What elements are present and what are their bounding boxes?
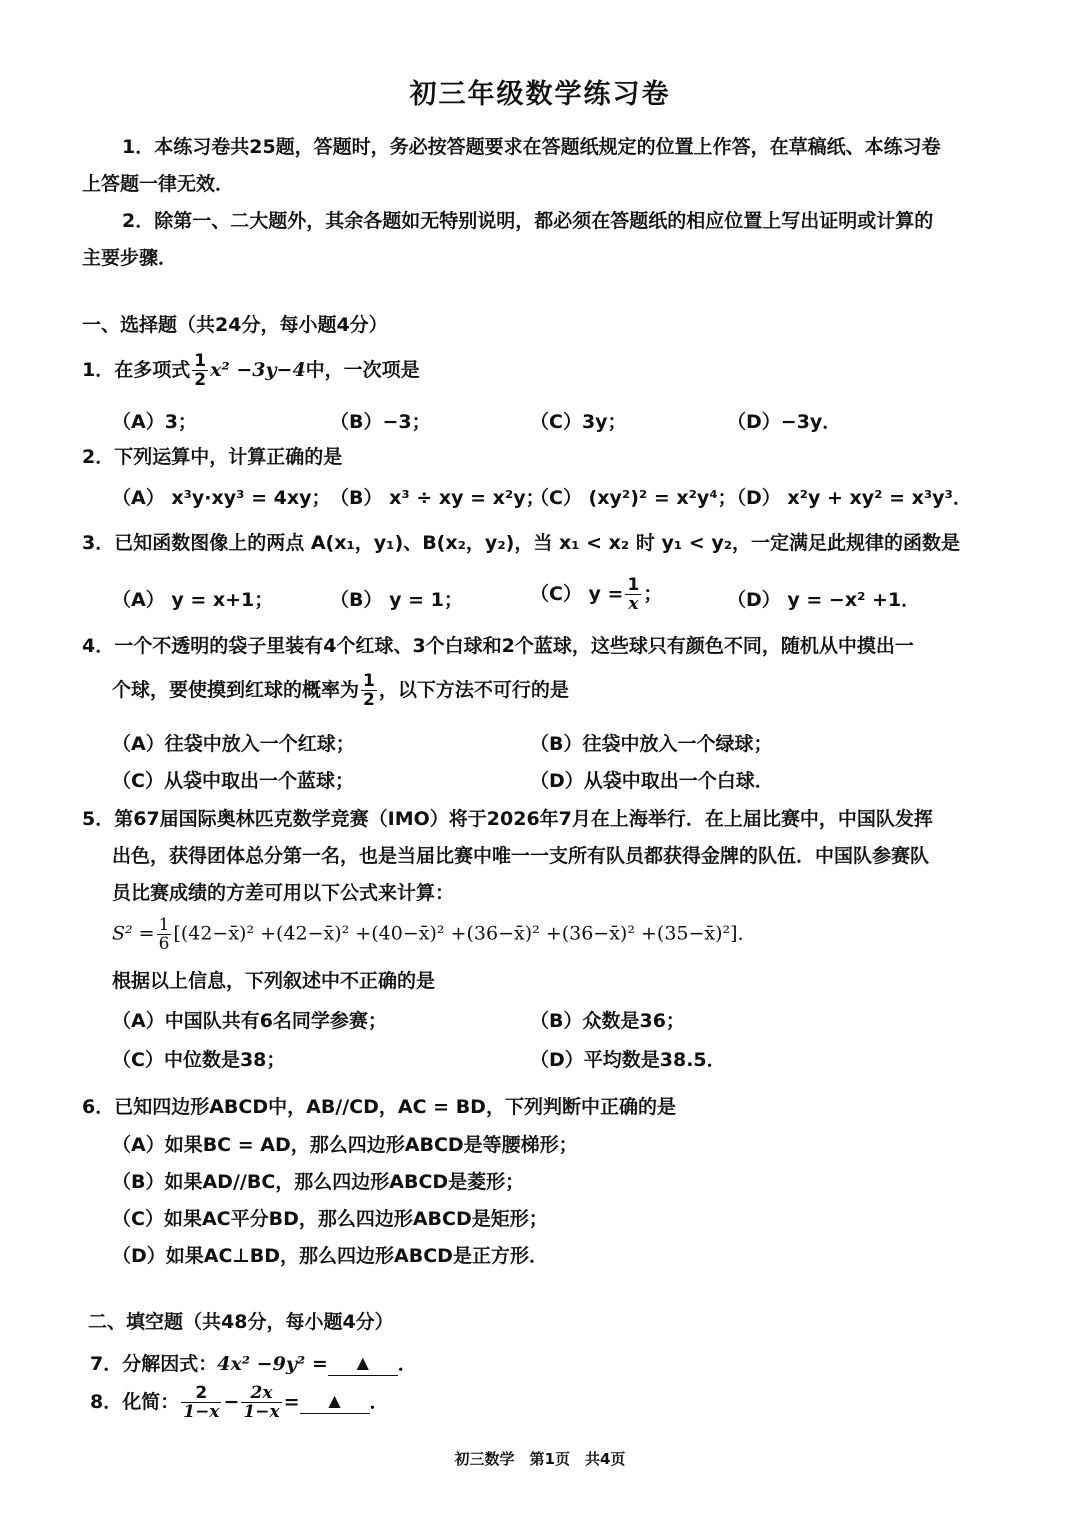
question-1: [82, 352, 420, 389]
q5-variance-formula: [112, 916, 757, 953]
q1-prefix: 1．在多项式: [82, 359, 191, 381]
q3-optc-prefix: （C） y =: [530, 583, 624, 605]
question-4-cont: [112, 672, 569, 709]
q1-fraction: [192, 352, 208, 389]
q8-fraction-1: [181, 1384, 221, 1421]
q1-option-c: （C）3y；: [530, 411, 627, 433]
question-3: 3．已知函数图像上的两点 A(x₁，y₁)、B(x₂，y₂)，当 x₁ < x₂ 时 y₁ < y₂，一定满足此规律的函数是: [82, 532, 961, 554]
q8-f1-num: 2: [181, 1384, 221, 1403]
q8-f1-den: 1−x: [183, 1402, 220, 1422]
q2-option-d: （D） x²y + xy² = x³y³．: [727, 487, 972, 509]
q1-option-b: （B）−3；: [330, 411, 431, 433]
question-5-cont-1: 出色，获得团体总分第一名，也是当届比赛中唯一一支所有队员都获得金牌的队伍．中国队参赛队: [112, 845, 930, 867]
q3-option-d: （D） y = −x² +1．: [727, 589, 921, 611]
note-1: 1．本练习卷共25题，答题时，务必按答题要求在答题纸规定的位置上作答，在草稿纸、本练习卷: [122, 136, 941, 158]
q3-optc-num: 1: [627, 575, 640, 595]
note-1-cont: 上答题一律无效．: [82, 173, 235, 195]
q6-option-b: （B）如果AD//BC，那么四边形ABCD是菱形；: [112, 1171, 525, 1193]
q5-frac-den: 6: [158, 934, 170, 954]
q2-option-c: （C） (xy²)² = x²y⁴；: [530, 487, 737, 509]
q7-answer-blank[interactable]: [328, 1350, 398, 1376]
q3-optc-den: x: [628, 594, 639, 614]
q6-option-d: （D）如果AC⊥BD，那么四边形ABCD是正方形．: [112, 1245, 548, 1267]
q1-frac-num: 1: [194, 351, 207, 371]
triangle-icon: ▲: [328, 1391, 341, 1410]
q4-line2-prefix: 个球，要使摸到红球的概率为: [112, 679, 360, 701]
q7-prefix: 7．分解因式：: [90, 1353, 218, 1375]
q4-frac-num: 1: [363, 671, 375, 691]
q7-suffix: ．: [397, 1353, 417, 1375]
q1-suffix: 中，一次项是: [305, 359, 420, 381]
q8-answer-blank[interactable]: [300, 1388, 370, 1414]
section-heading-choice: 一、选择题（共24分，每小题4分）: [82, 314, 388, 336]
q6-option-c: （C）如果AC平分BD，那么四边形ABCD是矩形；: [112, 1208, 548, 1230]
q5-option-b: （B）众数是36；: [530, 1010, 685, 1032]
note-2-cont: 主要步骤．: [82, 247, 178, 269]
q3-option-a: （A） y = x+1；: [112, 589, 274, 611]
q3-option-b: （B） y = 1；: [330, 589, 463, 611]
q1-frac-den: 2: [194, 370, 207, 390]
q3-optc-fraction: [625, 576, 641, 613]
q1-option-d: （D）−3y．: [727, 411, 842, 433]
page-footer: 初三数学 第1页 共4页: [454, 1450, 626, 1468]
q5-option-a: （A）中国队共有6名同学参赛；: [112, 1010, 387, 1032]
q4-option-a: （A）往袋中放入一个红球；: [112, 733, 355, 755]
q8-f2-num: 2x: [241, 1384, 281, 1403]
q5-option-d: （D）平均数是38.5．: [530, 1049, 726, 1071]
q5-stem: 根据以上信息，下列叙述中不正确的是: [112, 970, 436, 992]
q8-fraction-2: [241, 1384, 281, 1421]
q4-line2-suffix: ，以下方法不可行的是: [378, 679, 569, 701]
q5-option-c: （C）中位数是38；: [112, 1049, 286, 1071]
q5-formula-body: [(42−x̄)² +(42−x̄)² +(40−x̄)² +(36−x̄)² +(36−x̄)² +(35−x̄)²]．: [173, 922, 757, 945]
question-8: [90, 1384, 389, 1421]
q4-option-b: （B）往袋中放入一个绿球；: [530, 733, 773, 755]
section-heading-fill: 二、填空题（共48分，每小题4分）: [88, 1311, 394, 1333]
q2-option-b: （B） x³ ÷ xy = x²y；: [330, 487, 545, 509]
q6-option-a: （A）如果BC = AD，那么四边形ABCD是等腰梯形；: [112, 1134, 578, 1156]
q4-option-d: （D）从袋中取出一个白球．: [530, 770, 774, 792]
q5-fraction: [157, 916, 172, 953]
q7-expression: 4x² −9y² =: [217, 1353, 328, 1375]
question-5: 5．第67届国际奥林匹克数学竞赛（IMO）将于2026年7月在上海举行．在上届比赛中，中国队发挥: [82, 808, 933, 830]
q4-fraction: [361, 672, 377, 709]
question-2: 2．下列运算中，计算正确的是: [82, 446, 343, 468]
q3-option-c: [530, 576, 662, 613]
q8-f2-den: 1−x: [243, 1402, 280, 1422]
q8-prefix: 8．化简：: [90, 1391, 180, 1413]
q5-frac-num: 1: [158, 915, 170, 935]
question-7: [90, 1352, 417, 1378]
q8-suffix: ．: [369, 1391, 389, 1413]
q2-option-a: （A） x³y·xy³ = 4xy；: [112, 487, 331, 509]
q1-option-a: （A）3；: [112, 411, 197, 433]
page-title: 初三年级数学练习卷: [409, 79, 671, 110]
triangle-icon: ▲: [356, 1353, 369, 1372]
note-2: 2．除第一、二大题外，其余各题如无特别说明，都必须在答题纸的相应位置上写出证明或计算的: [122, 210, 934, 232]
question-6: 6．已知四边形ABCD中，AB//CD，AC = BD，下列判断中正确的是: [82, 1096, 676, 1118]
q8-equals: =: [283, 1391, 300, 1413]
q5-formula-lhs: S² =: [112, 922, 155, 945]
q4-option-c: （C）从袋中取出一个蓝球；: [112, 770, 354, 792]
q3-optc-suffix: ；: [643, 583, 663, 605]
question-5-cont-2: 员比赛成绩的方差可用以下公式来计算：: [112, 882, 455, 904]
question-4: 4．一个不透明的袋子里装有4个红球、3个白球和2个蓝球，这些球只有颜色不同，随机从中摸出一: [82, 635, 914, 657]
q1-polynomial: x² −3y−4: [210, 359, 306, 381]
q8-minus: −: [223, 1391, 240, 1413]
q4-frac-den: 2: [363, 690, 375, 710]
